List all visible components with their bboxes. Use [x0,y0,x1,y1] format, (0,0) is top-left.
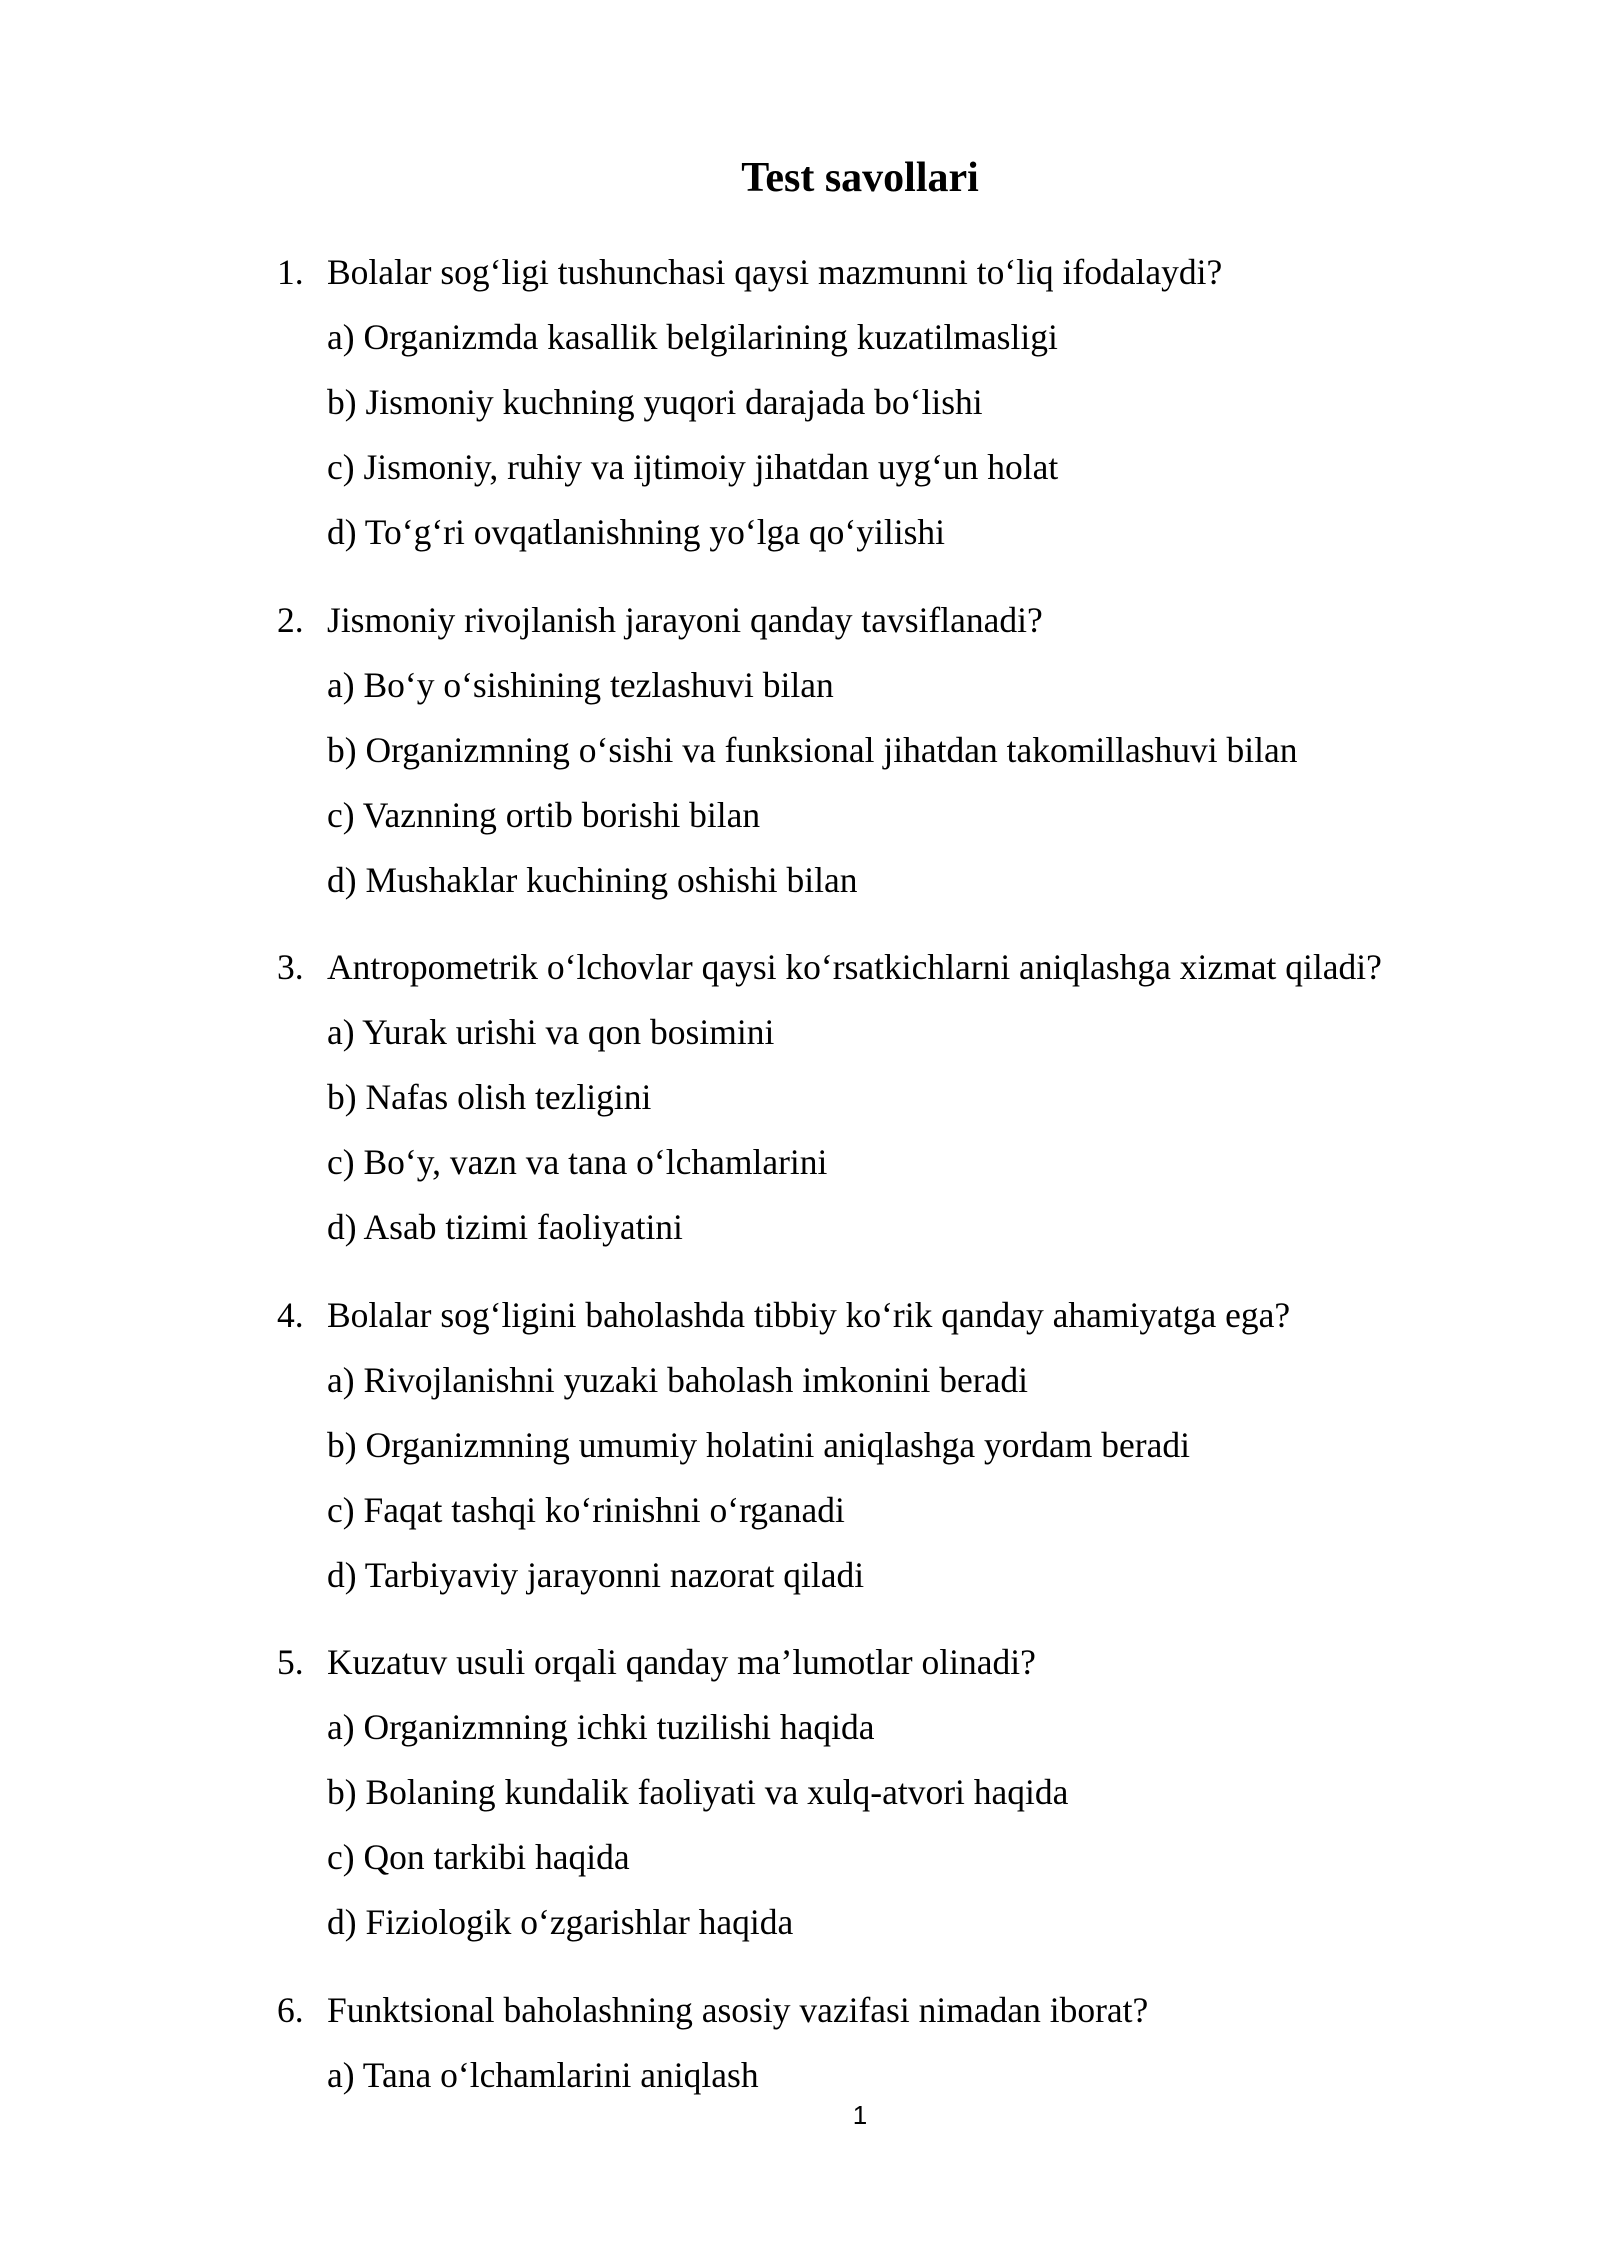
answer-option-a: a) Yurak urishi va qon bosimini [327,1012,775,1052]
question-2 [277,588,1577,913]
answer-option-b: b) Nafas olish tezligini [327,1077,652,1117]
question-number: 2. [277,600,304,640]
question-number: 1. [277,252,304,292]
answer-option-d: d) Mushaklar kuchining oshishi bilan [327,860,858,900]
question-text: Bolalar sog‘ligini baholashda tibbiy ko‘rik qanday ahamiyatga ega? [327,1295,1291,1335]
answer-option-d: d) Fiziologik o‘zgarishlar haqida [327,1902,794,1942]
answer-option-b: b) Organizmning o‘sishi va funksional jihatdan takomillashuvi bilan [327,730,1298,770]
question-text: Funktsional baholashning asosiy vazifasi nimadan iborat? [327,1990,1149,2030]
question-line [277,1283,1577,1348]
answer-option-c: c) Faqat tashqi ko‘rinishni o‘rganadi [327,1490,845,1530]
question-5 [277,1630,1577,1955]
answer-option-d: d) Tarbiyaviy jarayonni nazorat qiladi [327,1555,865,1595]
page-title: Test savollari [741,155,979,201]
question-text: Jismoniy rivojlanish jarayoni qanday tavsiflanadi? [327,600,1043,640]
answer-option-c: c) Vaznning ortib borishi bilan [327,795,761,835]
answer-option-a: a) Organizmda kasallik belgilarining kuzatilmasligi [327,317,1058,357]
page-number: 1 [852,2100,868,2130]
question-line [277,935,1577,1000]
question-line [277,240,1577,305]
question-text: Bolalar sog‘ligi tushunchasi qaysi mazmunni to‘liq ifodalaydi? [327,252,1223,292]
question-3 [277,935,1577,1260]
question-line [277,588,1577,653]
answer-option-c: c) Jismoniy, ruhiy va ijtimoiy jihatdan uyg‘un holat [327,447,1059,487]
answer-option-a: a) Rivojlanishni yuzaki baholash imkonini beradi [327,1360,1028,1400]
answer-option-b: b) Organizmning umumiy holatini aniqlashga yordam beradi [327,1425,1190,1465]
answer-option-d: d) To‘g‘ri ovqatlanishning yo‘lga qo‘yilishi [327,512,946,552]
answer-option-c: c) Qon tarkibi haqida [327,1837,630,1877]
question-number: 6. [277,1990,304,2030]
answer-option-a: a) Bo‘y o‘sishining tezlashuvi bilan [327,665,834,705]
question-number: 5. [277,1642,304,1682]
question-4 [277,1283,1577,1608]
question-text: Kuzatuv usuli orqali qanday ma’lumotlar olinadi? [327,1642,1036,1682]
question-text: Antropometrik o‘lchovlar qaysi ko‘rsatkichlarni aniqlashga xizmat qiladi? [327,947,1382,987]
answer-option-d: d) Asab tizimi faoliyatini [327,1207,683,1247]
question-number: 3. [277,947,304,987]
question-line [277,1978,1577,2043]
answer-option-b: b) Bolaning kundalik faoliyati va xulq-atvori haqida [327,1772,1069,1812]
answer-option-a: a) Organizmning ichki tuzilishi haqida [327,1707,875,1747]
answer-option-b: b) Jismoniy kuchning yuqori darajada bo‘lishi [327,382,983,422]
answer-option-a: a) Tana o‘lchamlarini aniqlash [327,2055,759,2095]
question-6 [277,1978,1577,2108]
answer-option-c: c) Bo‘y, vazn va tana o‘lchamlarini [327,1142,828,1182]
question-1 [277,240,1577,565]
question-number: 4. [277,1295,304,1335]
question-line [277,1630,1577,1695]
